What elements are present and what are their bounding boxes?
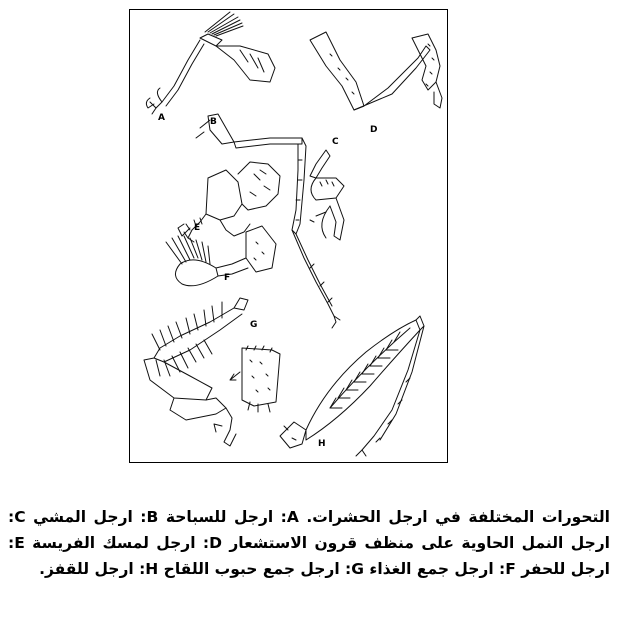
label-a: A	[158, 113, 165, 123]
leg-c-antenna-cleaner-drawing	[310, 150, 344, 240]
leg-a-swimming-drawing	[146, 12, 275, 114]
caption-key-c: C	[14, 508, 26, 526]
caption-key-a: A	[286, 508, 299, 526]
label-e: E	[194, 223, 201, 233]
leg-d-raptorial-drawing	[310, 32, 442, 110]
caption-key-b: B	[146, 508, 159, 526]
label-b: B	[210, 117, 217, 127]
label-h: H	[318, 439, 326, 449]
caption-key-g: G	[351, 560, 364, 578]
caption-desc-g: : ارجل جمع حبوب اللقاح	[158, 560, 352, 578]
caption-key-d: D	[209, 534, 222, 552]
leg-g-pollen-collecting-drawing	[144, 298, 280, 446]
caption-key-e: E	[14, 534, 25, 552]
caption-intro: التحورات المختلفة في ارجل الحشرات.	[298, 508, 610, 526]
caption-key-h: H	[145, 560, 159, 578]
caption-desc-e: : ارجل للحفر	[8, 534, 610, 578]
figure-frame	[129, 9, 448, 463]
leg-b-walking-drawing	[196, 114, 340, 328]
leg-h-jumping-drawing	[280, 316, 424, 456]
caption-desc-b: : ارجل المشي	[25, 508, 147, 526]
label-f: F	[224, 273, 231, 283]
caption-desc-h: : ارجل للقفز.	[39, 560, 146, 578]
caption-desc-a: : ارجل للسباحة	[158, 508, 287, 526]
figure-caption	[8, 504, 610, 582]
caption-key-f: F	[505, 560, 516, 578]
label-d: D	[370, 125, 378, 135]
caption-desc-c: : ارجل النمل الحاوية على منظف قرون الاستشعار	[8, 508, 610, 552]
label-g: G	[250, 320, 258, 330]
label-c: C	[332, 137, 339, 147]
insect-legs-illustration	[130, 10, 447, 462]
caption-desc-f: : ارجل جمع الغذاء	[364, 560, 506, 578]
caption-desc-d: : ارجل لمسك الفريسة	[24, 534, 210, 552]
detail-arrow	[214, 424, 222, 432]
